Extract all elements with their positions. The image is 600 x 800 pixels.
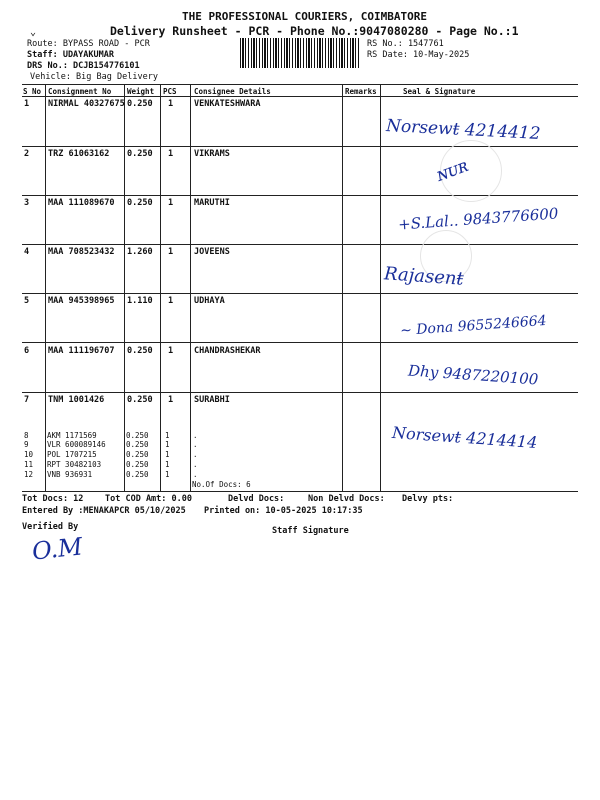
signature-row-3: +S.Lal.. 9843776600: [397, 204, 559, 234]
row-consignee: MARUTHI: [194, 198, 230, 208]
row-consignment: POL 1707215: [47, 450, 97, 459]
row-consignment: NIRMAL 40327675: [48, 99, 125, 109]
row-pcs: 1: [165, 440, 170, 449]
row-pcs: 1: [168, 296, 174, 306]
row-pcs: 1: [168, 99, 174, 109]
row-sno: 5: [24, 296, 30, 306]
col-header-pcs: PCS: [163, 87, 177, 96]
row-weight: 0.250: [127, 198, 153, 208]
delivered-docs: Delvd Docs:: [228, 494, 285, 504]
row-sno: 1: [24, 99, 30, 109]
rs-date: RS Date: 10-May-2025: [367, 50, 470, 60]
row-pcs: 1: [165, 470, 170, 479]
table-bottom-rule: [22, 491, 578, 492]
row-pcs: 1: [165, 450, 170, 459]
row-rule: [22, 195, 578, 196]
row-consignee: CHANDRASHEKAR: [194, 346, 261, 356]
tick-mark: ⌄: [30, 27, 37, 38]
row-consignment: MAA 945398965: [48, 296, 115, 306]
row-consignment: MAA 111196707: [48, 346, 115, 356]
row-rule: [22, 293, 578, 294]
entered-by: Entered By :MENAKAPCR 05/10/2025: [22, 506, 186, 516]
row-pcs: 1: [168, 247, 174, 257]
signature-row-1: Norsewŧ 4214412: [385, 115, 541, 145]
row-weight: 0.250: [127, 149, 153, 159]
row-consignee: .: [193, 440, 198, 449]
row-weight: 1.260: [127, 247, 153, 257]
row-consignment: MAA 708523432: [48, 247, 115, 257]
row-pcs: 1: [168, 198, 174, 208]
printed-on: Printed on: 10-05-2025 10:17:35: [204, 506, 363, 516]
row-consignee: .: [193, 460, 198, 469]
row-sno: 6: [24, 346, 30, 356]
row-consignment: VLR 600089146: [47, 440, 106, 449]
row-sno: 4: [24, 247, 30, 257]
row-rule: [22, 342, 578, 343]
row-consignee: VENKATESHWARA: [194, 99, 261, 109]
signature-row-6: Dhy 9487220100: [407, 361, 539, 389]
row-weight: 0.250: [127, 99, 153, 109]
signature-row-5: ~ Dona 9655246664: [399, 312, 548, 340]
route-label: Route: BYPASS ROAD - PCR: [27, 39, 150, 49]
row-consignment: TNM 1001426: [48, 395, 105, 405]
row-pcs: 1: [168, 346, 174, 356]
row-consignment: VNB 936931: [47, 470, 93, 479]
row-consignee: SURABHI: [194, 395, 230, 405]
row-consignee: VIKRAMS: [194, 149, 230, 159]
row-rule: [22, 146, 578, 147]
row-weight: 0.250: [127, 395, 153, 405]
row-pcs: 1: [168, 395, 174, 405]
col-header-consignee: Consignee Details: [194, 87, 271, 96]
col-header-consignment: Consignment No: [48, 87, 112, 96]
row-weight: 0.250: [126, 431, 149, 440]
row-consignment: RPT 30482103: [47, 460, 102, 469]
rs-number: RS No.: 1547761: [367, 39, 444, 49]
row-sno: 3: [24, 198, 30, 208]
row-consignee: .: [193, 431, 198, 440]
row-pcs: 1: [165, 460, 170, 469]
col-header-seal-signature: Seal & Signature: [403, 87, 476, 96]
docs-count-note: No.Of Docs: 6: [192, 480, 251, 489]
signature-row-2: ɴᴜʀ: [433, 155, 472, 186]
row-sno: 11: [24, 460, 34, 469]
staff-label: Staff: UDAYAKUMAR: [27, 50, 114, 60]
delivery-points: Delvy pts:: [402, 494, 454, 504]
row-sno: 12: [24, 470, 34, 479]
col-header-sno: S No: [23, 87, 42, 96]
row-weight: 0.250: [127, 346, 153, 356]
signature-row-4: Rajasenŧ: [383, 263, 465, 290]
row-consignment: TRZ 61063162: [48, 149, 110, 159]
signature-group: Norsewŧ 4214414: [391, 422, 538, 453]
verified-by-label: Verified By: [22, 522, 79, 532]
row-rule: [22, 244, 578, 245]
row-weight: 0.250: [126, 460, 149, 469]
total-cod: Tot COD Amt: 0.00: [105, 494, 192, 504]
row-consignment: MAA 111089670: [48, 198, 115, 208]
total-docs: Tot Docs: 12: [22, 494, 84, 504]
row-weight: 0.250: [126, 450, 149, 459]
row-consignee: .: [193, 470, 198, 479]
row-consignee: JOVEENS: [194, 247, 230, 257]
non-delivered-docs: Non Delvd Docs:: [308, 494, 385, 504]
row-pcs: 1: [168, 149, 174, 159]
row-weight: 0.250: [126, 440, 149, 449]
row-sno: 8: [24, 431, 29, 440]
col-header-remarks: Remarks: [345, 87, 377, 96]
row-sno: 10: [24, 450, 34, 459]
drs-number: DRS No.: DCJB154776101: [27, 61, 140, 71]
row-consignee: UDHAYA: [194, 296, 225, 306]
row-consignment: AKM 1171569: [47, 431, 97, 440]
row-sno: 9: [24, 440, 29, 449]
runsheet-title: Delivery Runsheet - PCR - Phone No.:9047080280 - Page No.:1: [110, 24, 519, 38]
barcode: [240, 38, 360, 68]
row-weight: 1.110: [127, 296, 153, 306]
staff-signature-label: Staff Signature: [272, 526, 349, 536]
header-bottom-rule: [22, 96, 578, 97]
verifier-signature: O.M: [30, 532, 84, 566]
row-sno: 2: [24, 149, 30, 159]
row-pcs: 1: [165, 431, 170, 440]
company-title: THE PROFESSIONAL COURIERS, COIMBATORE: [182, 10, 428, 23]
row-consignee: .: [193, 450, 198, 459]
row-sno: 7: [24, 395, 30, 405]
vehicle-label: Vehicle: Big Bag Delivery: [30, 72, 158, 82]
table-top-rule: [22, 84, 578, 85]
col-header-weight: Weight: [127, 87, 155, 96]
row-weight: 0.250: [126, 470, 149, 479]
row-rule: [22, 392, 578, 393]
